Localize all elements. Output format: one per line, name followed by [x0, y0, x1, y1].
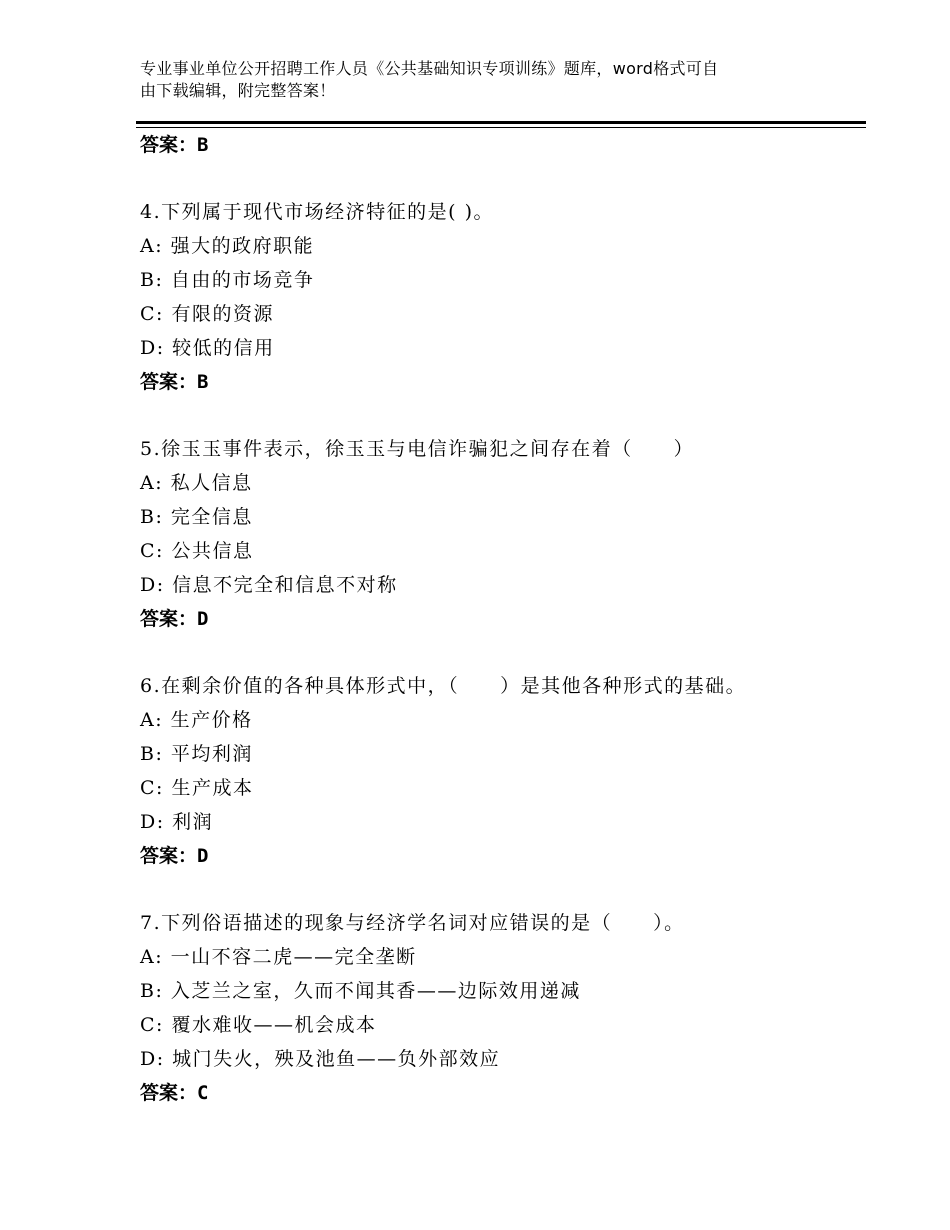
- option-c: C: 覆水难收——机会成本: [140, 1014, 377, 1036]
- option-d: D: 信息不完全和信息不对称: [140, 574, 398, 596]
- question-block: [140, 432, 860, 636]
- option-a: A: 生产价格: [140, 709, 253, 731]
- question-stem: 5.徐玉玉事件表示，徐玉玉与电信诈骗犯之间存在着（ ）: [140, 438, 695, 460]
- option-a: A: 强大的政府职能: [140, 235, 315, 257]
- question-stem: 4.下列属于现代市场经济特征的是( )。: [140, 201, 494, 223]
- question-block: [140, 195, 860, 399]
- answer-line: 答案：C: [140, 1082, 209, 1104]
- option-a: A: 一山不容二虎——完全垄断: [140, 946, 417, 968]
- question-stem: 7.下列俗语描述的现象与经济学名词对应错误的是（ ）。: [140, 912, 685, 934]
- option-b: B: 自由的市场竞争: [140, 269, 315, 291]
- header-rule-thick: [136, 121, 866, 124]
- question-stem: 6.在剩余价值的各种具体形式中，（ ）是其他各种形式的基础。: [140, 675, 747, 697]
- option-d: D: 城门失火，殃及池鱼——负外部效应: [140, 1048, 501, 1070]
- option-d: D: 利润: [140, 811, 214, 833]
- answer-line: 答案：D: [140, 845, 209, 867]
- option-c: C: 公共信息: [140, 540, 254, 562]
- question-list: [140, 128, 860, 1110]
- answer-line: 答案：B: [140, 371, 209, 393]
- option-b: B: 入芝兰之室，久而不闻其香——边际效用递减: [140, 980, 581, 1002]
- option-d: D: 较低的信用: [140, 337, 275, 359]
- option-b: B: 完全信息: [140, 506, 253, 528]
- answer-line: 答案：B: [140, 134, 209, 156]
- option-b: B: 平均利润: [140, 743, 253, 765]
- question-block: [140, 906, 860, 1110]
- question-block: [140, 669, 860, 873]
- document-header: [140, 58, 820, 102]
- header-line-2: 由下载编辑，附完整答案！: [140, 81, 336, 100]
- answer-line: 答案：D: [140, 608, 209, 630]
- option-c: C: 有限的资源: [140, 303, 274, 325]
- option-c: C: 生产成本: [140, 777, 254, 799]
- header-line-1: 专业事业单位公开招聘工作人员《公共基础知识专项训练》题库，word格式可自: [140, 59, 719, 78]
- option-a: A: 私人信息: [140, 472, 253, 494]
